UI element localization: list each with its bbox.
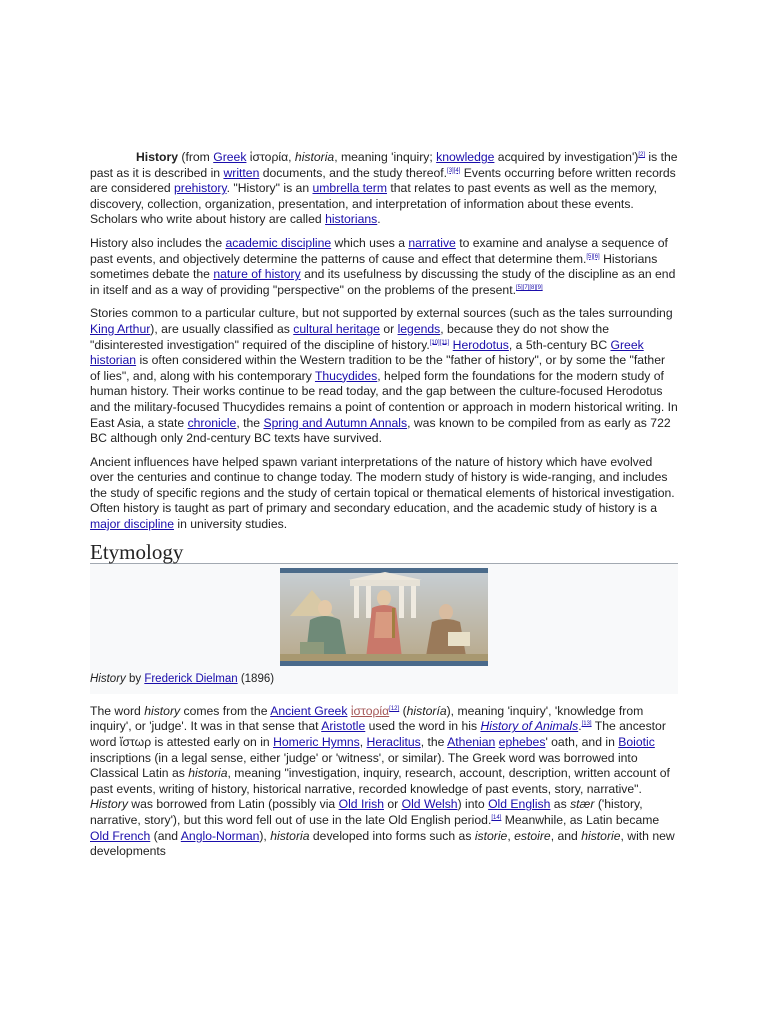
section-heading-etymology: Etymology: [90, 545, 678, 565]
link-aristotle[interactable]: Aristotle: [321, 719, 366, 734]
link-spring-and-autumn-annals[interactable]: Spring and Autumn Annals: [263, 415, 408, 430]
citation[interactable]: [3][4]: [447, 167, 461, 174]
figure: [90, 564, 678, 694]
citation[interactable]: [5][6]: [586, 253, 600, 260]
link-homeric-hymns[interactable]: Homeric Hymns: [273, 735, 360, 750]
citation[interactable]: [13]: [581, 721, 592, 728]
intro-paragraph: History (from Greek ἱστορία, historia, meaning 'inquiry; knowledge acquired by investigation')[2] is the past as it is described in written documents, and the study thereof.[3][4] Events occurring before written records are considered prehistory. "History" is an umbrella term that relates to past events as well as the memory, discovery, collection, organization, presentation, and interpretation of information about these events. Scholars who write about history are called historians.: [90, 150, 678, 227]
link-academic-discipline[interactable]: academic discipline: [225, 235, 332, 250]
citation[interactable]: [2]: [638, 151, 646, 158]
link-nature-of-history[interactable]: nature of history: [213, 267, 301, 282]
figure-caption: History by Frederick Dielman (1896): [90, 673, 275, 686]
link-cultural-heritage[interactable]: cultural heritage: [293, 321, 380, 336]
link-old-french[interactable]: Old French: [90, 828, 151, 843]
citation[interactable]: [14]: [491, 814, 502, 821]
paragraph-4: Ancient influences have helped spawn variant interpretations of the nature of history which have evolved over the centuries and continue to change today. The modern study of history is wide-ranging, and includes the study of specific regions and the study of certain topical or thematical elements of historical investigation. Often history is taught as part of primary and secondary education, and the academic study of history is a major discipline in university studies.: [90, 454, 675, 532]
link-heraclitus[interactable]: Heraclitus: [366, 735, 421, 750]
link-historia-greek[interactable]: ἱστορία: [350, 703, 390, 718]
link-frederick-dielman[interactable]: Frederick Dielman: [144, 673, 238, 686]
article-title-term: History: [136, 150, 178, 164]
link-king-arthur[interactable]: King Arthur: [90, 321, 151, 336]
link-historians[interactable]: historians: [325, 212, 378, 227]
link-athenian[interactable]: Athenian: [447, 735, 496, 750]
citation[interactable]: [5][7][8][9]: [515, 284, 543, 291]
link-knowledge[interactable]: knowledge: [436, 150, 495, 164]
link-greek[interactable]: Greek: [213, 150, 247, 164]
link-anglo-norman[interactable]: Anglo-Norman: [180, 828, 260, 843]
citation[interactable]: [10][11]: [429, 339, 450, 346]
link-ephebes[interactable]: ephebes: [498, 735, 546, 750]
link-narrative[interactable]: narrative: [408, 235, 456, 250]
link-written[interactable]: written: [223, 165, 260, 180]
link-old-welsh[interactable]: Old Welsh: [401, 797, 458, 812]
history-painting-image[interactable]: [280, 568, 488, 666]
link-chronicle[interactable]: chronicle: [187, 415, 237, 430]
link-umbrella-term[interactable]: umbrella term: [312, 181, 387, 196]
link-old-irish[interactable]: Old Irish: [338, 797, 384, 812]
link-greek-historian[interactable]: Greek historian: [90, 337, 644, 368]
link-old-english[interactable]: Old English: [488, 797, 551, 812]
paragraph-3: Stories common to a particular culture, but not supported by external sources (such as the tales surrounding King Arthur), are usually classified as cultural heritage or legends, because they do not show the "disinterested investigation" required of the discipline of history.[10][11] Herodotus, a 5th-century BC Greek historian is often considered within the Western tradition to be the "father of history", or by some the "father of lies", and, along with his contemporary Thucydides, helped form the foundations for the modern study of human history. Their works continue to be read today, and the gap between the culture-focused Herodotus and the military-focused Thucydides remains a point of contention or approach in modern historical writing. In East Asia, a state chronicle, the Spring and Autumn Annals, was known to be compiled from as early as 722 BC although only 2nd-century BC texts have survived.: [90, 306, 678, 446]
link-thucydides[interactable]: Thucydides: [314, 368, 378, 383]
link-legends[interactable]: legends: [397, 321, 441, 336]
link-boiotic[interactable]: Boiotic: [618, 735, 655, 750]
citation[interactable]: [12]: [389, 705, 400, 712]
link-prehistory[interactable]: prehistory: [174, 181, 227, 196]
paragraph-2: History also includes the academic discipline which uses a narrative to examine and analyse a sequence of past events, and objectively determine the patterns of cause and effect that determine them.[5][6] Historians sometimes debate the nature of history and its usefulness by discussing the study of the discipline as an end in itself and as a way of providing "perspective" on the problems of the present.[5][7][8][9]: [90, 235, 676, 297]
link-history-of-animals[interactable]: History of Animals: [480, 719, 579, 734]
link-ancient-greek[interactable]: Ancient Greek: [270, 703, 348, 718]
link-herodotus[interactable]: Herodotus: [452, 337, 509, 352]
link-major-discipline[interactable]: major discipline: [90, 517, 174, 532]
etymology-paragraph: The word history comes from the Ancient Greek ἱστορία[12] (historía), meaning 'inquiry', 'knowledge from inquiry', or 'judge'. It was in that sense that Aristotle used the word in his History of Animals.[13] The ancestor word ἵστωρ is attested early on in Homeric Hymns, Heraclitus, the Athenian ephebes' oath, and in Boiotic inscriptions (in a legal sense, either 'judge' or 'witness', or similar). The Greek word was borrowed into Classical Latin as historia, meaning "investigation, inquiry, research, account, description, written account of past events, writing of history, historical narrative, recorded knowledge of past events, story, narrative". History was borrowed from Latin (possibly via Old Irish or Old Welsh) into Old English as stær ('history, narrative, story'), but this word fell out of use in the late Old English period.[14] Meanwhile, as Latin became Old French (and Anglo-Norman), historia developed into forms such as istorie, estoire, and historie, with new developments: [90, 703, 675, 859]
article-body: [90, 150, 678, 868]
